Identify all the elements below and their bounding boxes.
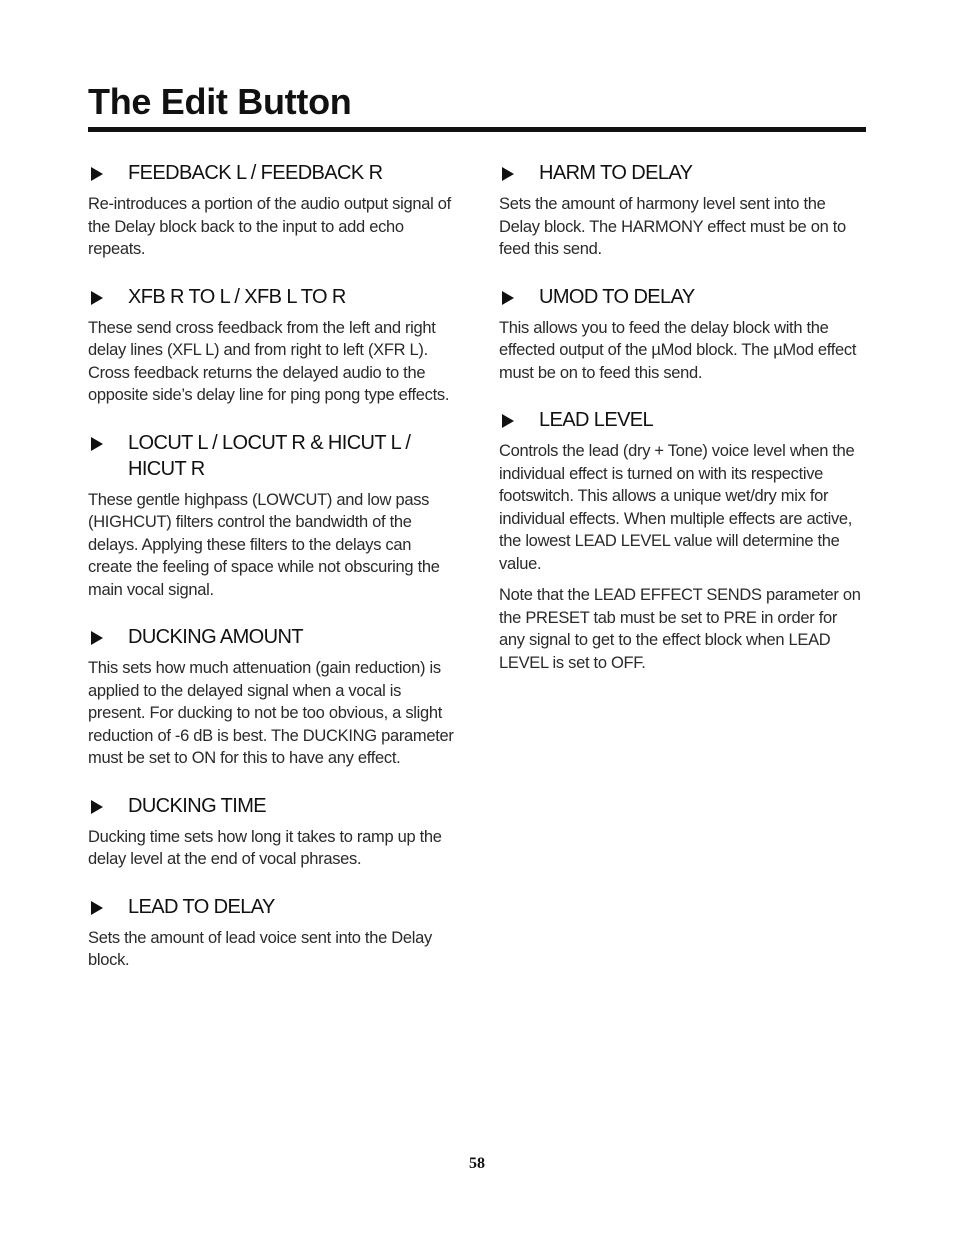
section-heading <box>88 624 458 650</box>
triangle-bullet-icon <box>502 414 514 428</box>
section-lead-to-delay <box>88 894 458 972</box>
page-number: 58 <box>469 1155 485 1172</box>
section-heading <box>88 430 458 482</box>
section-heading-text: FEEDBACK L / FEEDBACK R <box>128 162 383 184</box>
section-locut-hicut <box>88 430 458 602</box>
triangle-bullet-icon <box>502 167 514 181</box>
section-paragraph: Controls the lead (dry + Tone) voice level when the individual effect is turned on with its respective footswitch. This allows a unique wet/dry mix for individual effects. When multiple effects are active, the lowest LEAD LEVEL value will determine the value. <box>499 442 855 573</box>
section-paragraph: This allows you to feed the delay block with the effected output of the µMod block. The µMod effect must be on to feed this send. <box>499 318 857 382</box>
section-paragraph: Re-introduces a portion of the audio output signal of the Delay block back to the input to add echo repeats. <box>88 195 451 258</box>
section-heading <box>499 407 861 433</box>
section-paragraph: This sets how much attenuation (gain reduction) is applied to the delayed signal when a vocal is present. For ducking to not be too obvious, a slight reduction of -6 dB is best. The DUCKING parameter must be set to ON for this to have any effect. <box>88 659 454 767</box>
triangle-bullet-icon <box>91 291 103 305</box>
page-title: The Edit Button <box>88 81 352 122</box>
section-paragraph: Sets the amount of harmony level sent into the Delay block. The HARMONY effect must be on to feed this send. <box>499 195 846 258</box>
section-heading <box>499 160 861 186</box>
section-harm-to-delay <box>499 160 861 261</box>
triangle-bullet-icon <box>91 800 103 814</box>
section-heading-text: XFB R TO L / XFB L TO R <box>128 285 346 308</box>
section-heading <box>88 160 458 186</box>
triangle-bullet-icon <box>91 901 103 915</box>
section-heading <box>88 793 458 819</box>
section-heading-text: HARM TO DELAY <box>539 162 693 184</box>
section-xfb <box>88 284 458 407</box>
section-paragraph: These gentle highpass (LOWCUT) and low pass (HIGHCUT) filters control the bandwidth of the delays. Applying these filters to the delays can create the feeling of space while not obscuring the main vocal signal. <box>88 490 440 599</box>
section-heading <box>88 284 458 310</box>
section-heading-text: LEAD TO DELAY <box>128 895 275 918</box>
section-umod-to-delay <box>499 284 861 385</box>
triangle-bullet-icon <box>91 631 103 645</box>
section-ducking-time <box>88 793 458 871</box>
section-feedback <box>88 160 458 261</box>
section-paragraph: Note that the LEAD EFFECT SENDS parameter on the PRESET tab must be set to PRE in order for any signal to get to the effect block when LEAD LEVEL is set to OFF. <box>499 586 861 672</box>
section-heading-text: LEAD LEVEL <box>539 409 654 431</box>
right-column <box>499 160 861 697</box>
section-lead-level <box>499 407 861 674</box>
section-heading-text: LOCUT L / LOCUT R & HICUT L / HICUT R <box>128 431 411 480</box>
section-paragraph: Ducking time sets how long it takes to ramp up the delay level at the end of vocal phrases. <box>88 827 442 868</box>
section-paragraph: Sets the amount of lead voice sent into the Delay block. <box>88 928 432 969</box>
triangle-bullet-icon <box>91 437 103 451</box>
section-heading-text: DUCKING TIME <box>128 794 266 817</box>
section-paragraph: These send cross feedback from the left and right delay lines (XFL L) and from right to left (XFR L). Cross feedback returns the delayed audio to the opposite side’s delay line for ping pong type effects. <box>88 318 450 404</box>
triangle-bullet-icon <box>502 291 514 305</box>
section-heading <box>88 894 458 920</box>
section-heading-text: DUCKING AMOUNT <box>128 626 303 648</box>
section-heading <box>499 284 861 310</box>
section-ducking-amount <box>88 624 458 770</box>
section-heading-text: UMOD TO DELAY <box>539 285 695 308</box>
left-column <box>88 160 458 995</box>
title-divider <box>88 127 866 132</box>
triangle-bullet-icon <box>91 167 103 181</box>
